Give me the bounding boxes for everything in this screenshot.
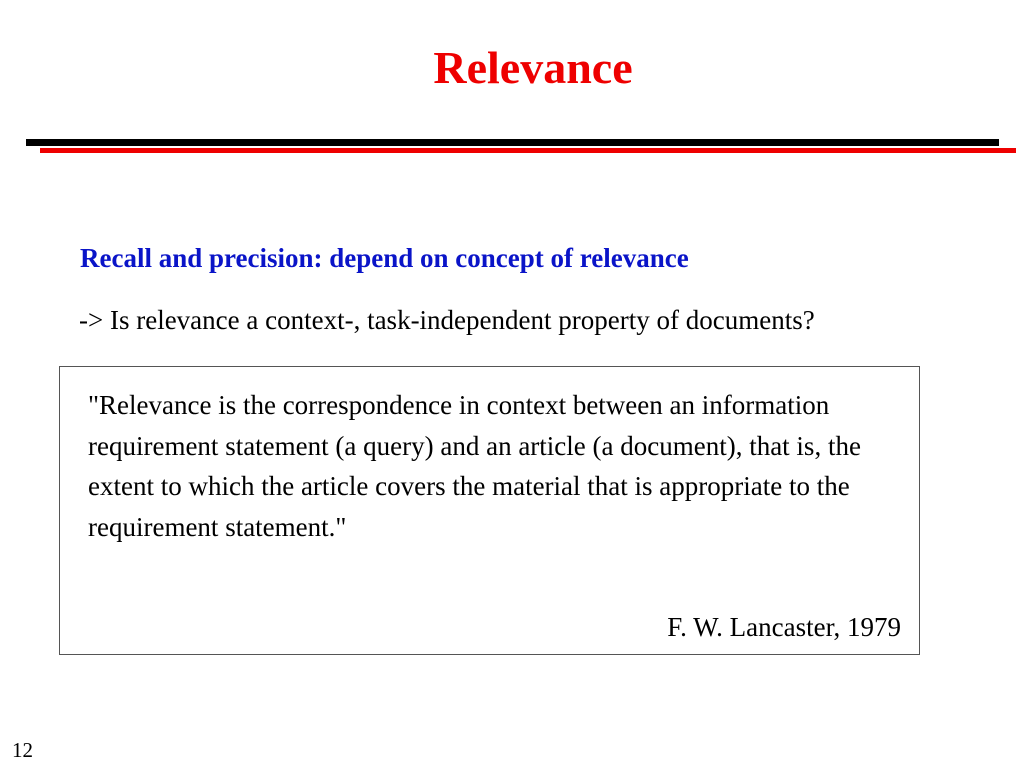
quote-attribution: F. W. Lancaster, 1979 xyxy=(667,612,901,642)
page-number: 12 xyxy=(12,738,33,762)
slide-title: Relevance xyxy=(433,42,633,93)
quote-box xyxy=(59,366,920,655)
quote-text: "Relevance is the correspondence in context between an information requirement statement (a query) and an article (a document), that is, the extent to which the article covers the material that is appropriate to the requirement statement." xyxy=(88,390,861,542)
slide-subtitle: Recall and precision: depend on concept of relevance xyxy=(80,243,689,273)
title-divider-black xyxy=(26,139,999,146)
title-divider-red xyxy=(40,148,1016,153)
slide-question: -> Is relevance a context-, task-independent property of documents? xyxy=(79,305,815,335)
